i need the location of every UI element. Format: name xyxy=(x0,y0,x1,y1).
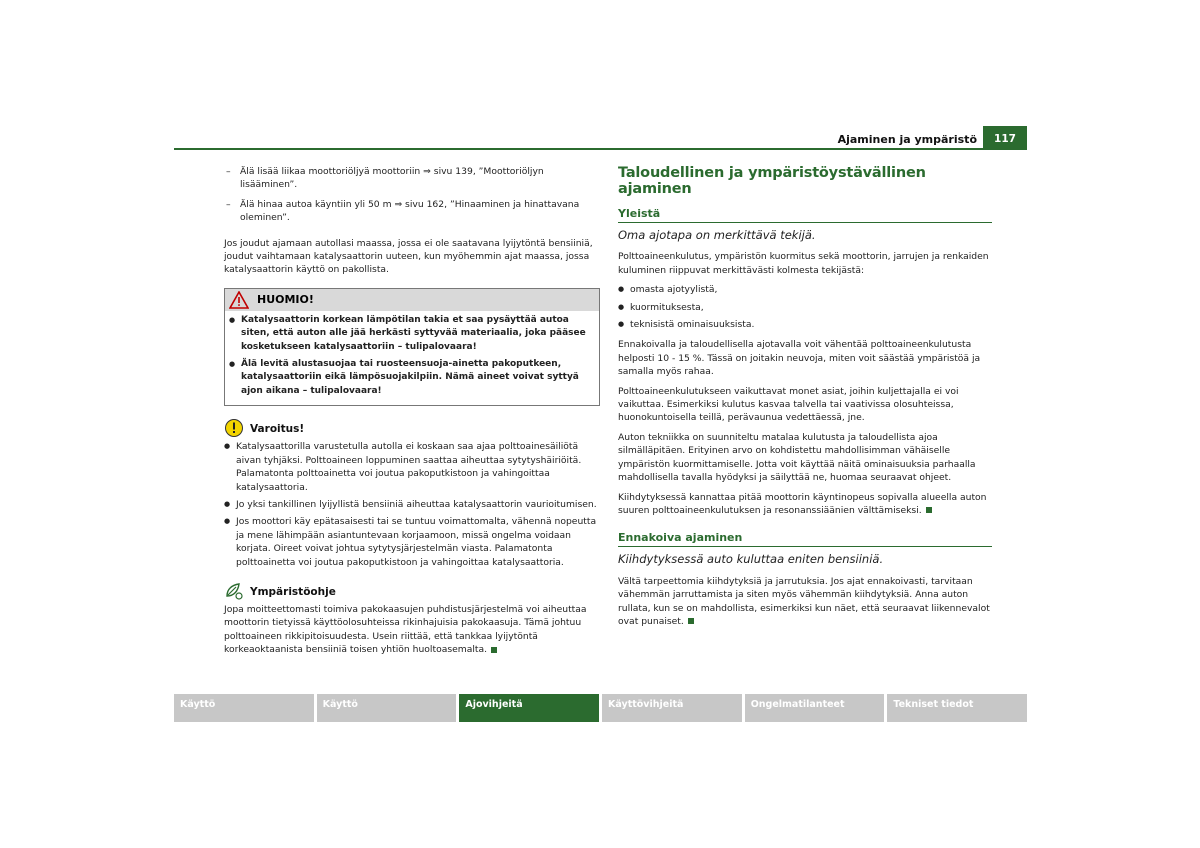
dash-item: – Älä lisää liikaa moottoriöljyä moottoriin ⇒ sivu 139, ”Moottoriöljyn lisääminen”. xyxy=(224,165,600,192)
lead-text: Oma ajotapa on merkittävä tekijä. xyxy=(618,228,816,242)
paragraph: Ennakoivalla ja taloudellisella ajotavalla voit vähentää polttoaineenkulutusta helposti 10 - 15 %. Tässä on joitakin neuvoja, miten voit säästää ympäristöä ja samalla myös rahaa. xyxy=(618,339,981,378)
end-mark-icon xyxy=(491,647,497,653)
nav-tab-kaytto-2[interactable]: Käyttö xyxy=(317,694,457,722)
main-heading: Taloudellinen ja ympäristöystävällinen ajaminen xyxy=(618,165,926,197)
paragraph: Polttoaineenkulutukseen vaikuttavat monet asiat, joihin kuljettajalla ei voi vaikuttaa. Esimerkiksi kulutus kasvaa talvella tai vaativissa olosuhteissa, huonokuntoisella teillä, perävaunua vedettäessä, jne. xyxy=(618,385,959,424)
environment-icon xyxy=(224,581,244,605)
huomio-header xyxy=(225,289,599,311)
nav-tab-kaytto-1[interactable]: Käyttö xyxy=(174,694,314,722)
footer-nav xyxy=(174,694,1027,722)
ymparisto-title: Ympäristöohje xyxy=(250,585,336,598)
huomio-item: ● Älä levitä alustasuojaa tai ruosteensuoja-ainetta pakoputkeen, katalysaattoriin eikä lämpösuojakilpiin. Nämä aineet voivat syttyä ajon aikana – tulipalovaara! xyxy=(229,358,595,398)
varoitus-list xyxy=(224,440,600,569)
right-column xyxy=(618,165,992,628)
huomio-item: ● Katalysaattorin korkean lämpötilan takia et saa pysäyttää autoa siten, että auton alle jää herkästi syttyvää materiaalia, joka pääsee kosketukseen katalysaattoriin – tulipalovaara! xyxy=(229,314,595,354)
paragraph xyxy=(618,491,992,518)
paragraph xyxy=(618,575,992,629)
lead-text: Kiihdytyksessä auto kuluttaa eniten bensiiniä. xyxy=(618,552,884,567)
nav-tab-ongelmatilanteet[interactable]: Ongelmatilanteet xyxy=(745,694,885,722)
nav-tab-tekniset-tiedot[interactable]: Tekniset tiedot xyxy=(887,694,1027,722)
factor-item: ● kuormituksesta, xyxy=(618,301,992,314)
caution-icon xyxy=(224,418,244,442)
factor-item: ● teknisistä ominaisuuksista. xyxy=(618,318,992,331)
paragraph: Jos joudut ajamaan autollasi maassa, jossa ei ole saatavana lyijytöntä bensiiniä, joudut vaihtamaan katalysaattorin uuteen, kun myöhemmin ajat maassa, jossa katalysaattorin käyttö on pakollista. xyxy=(224,237,593,276)
huomio-list xyxy=(229,314,595,398)
huomio-title: HUOMIO! xyxy=(257,292,314,306)
huomio-box xyxy=(224,288,600,406)
varoitus-title: Varoitus! xyxy=(250,423,305,436)
section-heading-ennakoiva: Ennakoiva ajaminen xyxy=(618,531,992,547)
header-rule xyxy=(174,148,1027,150)
varoitus-header xyxy=(224,418,600,438)
section-heading-yleista: Yleistä xyxy=(618,207,992,223)
paragraph-text: Vältä tarpeettomia kiihdytyksiä ja jarrutuksia. Jos ajat ennakoivasti, tarvitaan vähemmän jarruttamista ja siten myös vähemmän kiihdytyksiä. Anna auton rullata, kun se on mahdollista, esimerkiksi kun näet, että seuraavat liikennevalot ovat punaiset. xyxy=(618,575,990,627)
varoitus-item: ● Katalysaattorilla varustetulla autolla ei koskaan saa ajaa polttoainesäiliötä aivan tyhjäksi. Polttoaineen loppuminen saattaa aiheuttaa sytytyshäiriöitä. Palamatonta polttoainetta voi joutua pakoputkistoon ja vahingoittaa katalysaattoria. xyxy=(224,440,600,494)
paragraph: Polttoaineenkulutus, ympäristön kuormitus sekä moottorin, jarrujen ja renkaiden kuluminen riippuvat merkittävästi kolmesta tekijästä: xyxy=(618,251,989,276)
factor-item: ● omasta ajotyylistä, xyxy=(618,283,992,296)
left-column xyxy=(224,165,600,657)
varoitus-item: ● Jos moottori käy epätasaisesti tai se tuntuu voimattomalta, vähennä nopeutta ja mene lähimpään asiantuntevaan korjaamoon, missä ongelma voidaan korjata. Oireet voivat johtua sytytysjärjestelmän viasta. Palamatonta polttoainetta voi joutua pakoputkistoon ja vahingoittaa katalysaattoria. xyxy=(224,515,600,569)
nav-tab-kayttovihjeita[interactable]: Käyttövihjeitä xyxy=(602,694,742,722)
ymparisto-text-body: Jopa moitteettomasti toimiva pakokaasujen puhdistusjärjestelmä voi aiheuttaa moottorin tietyissä käyttöolosuhteissa rikinhajuisia pakokaasuja. Tämä johtuu polttoaineen rikkipitoisuudesta. Usein riittää, että tankkaa lyijytöntä korkeaoktaanista bensiiniä toisen yhtiön huoltoasemalta. xyxy=(224,603,587,656)
end-mark-icon xyxy=(926,507,932,513)
nav-tab-ajovihjeita[interactable]: Ajovihjeitä xyxy=(459,694,599,722)
dash-list xyxy=(224,165,600,225)
ymparisto-header xyxy=(224,581,600,601)
dash-item: – Älä hinaa autoa käyntiin yli 50 m ⇒ sivu 162, ”Hinaaminen ja hinattavana oleminen”. xyxy=(224,198,600,225)
end-mark-icon xyxy=(688,618,694,624)
varoitus-item: ● Jo yksi tankillinen lyijyllistä bensiiniä aiheuttaa katalysaattorin vaurioitumisen. xyxy=(224,498,600,511)
header-title: Ajaminen ja ympäristö xyxy=(837,133,977,146)
ymparisto-text xyxy=(224,603,600,657)
warning-triangle-icon xyxy=(229,291,249,313)
factor-list xyxy=(618,283,992,331)
page-number: 117 xyxy=(983,126,1027,148)
paragraph-text: Kiihdytyksessä kannattaa pitää moottorin käyntinopeus sopivalla alueella auton suuren polttoaineenkulutuksen ja resonanssiäänien välttämiseksi. xyxy=(618,491,987,516)
paragraph: Auton tekniikka on suunniteltu matalaa kulutusta ja taloudellista ajoa silmälläpitäen. Erityinen arvo on kohdistettu mahdollisimman vähäiselle ympäristön kuormittamiselle. Jotta voit käyttää näitä ominaisuuksia parhaalla mahdollisella tavalla hyödyksi ja säilyttää ne, huomaa seuraavat ohjeet. xyxy=(618,431,976,484)
page-header xyxy=(174,126,1027,150)
